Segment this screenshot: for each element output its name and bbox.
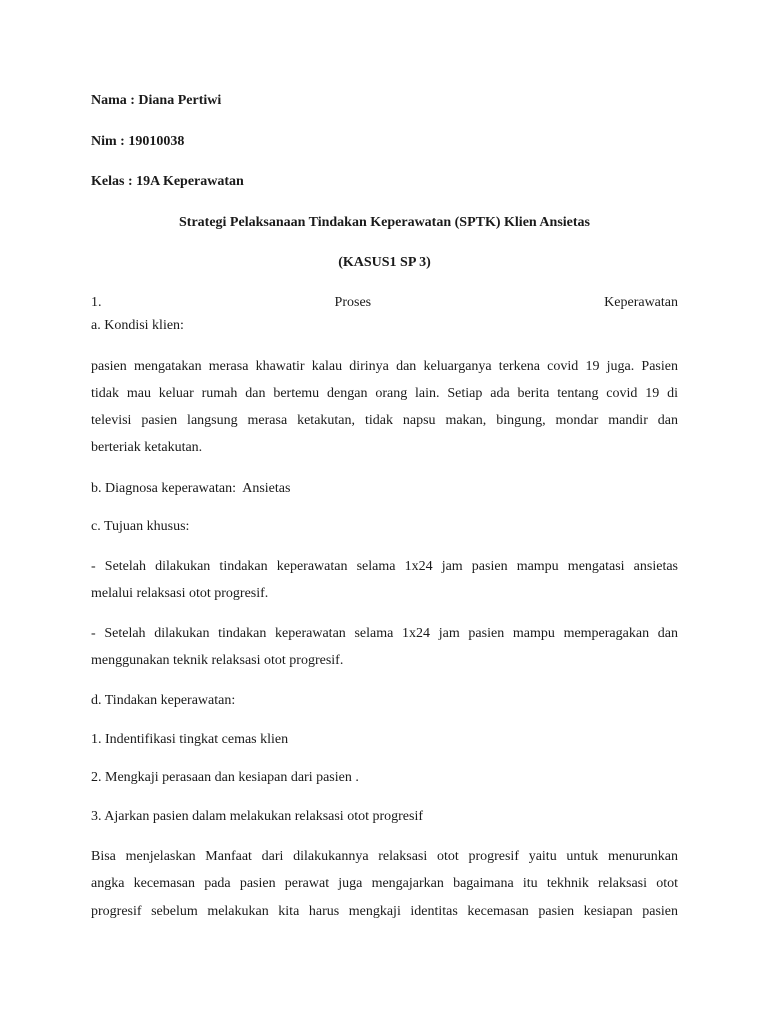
document-subtitle: (KASUS1 SP 3) [338, 255, 431, 270]
paragraph-line: tidak mau keluar rumah dan bertemu dengan orang lain. Setiap ada berita tentang covid 19 di [91, 386, 678, 401]
section-word: Keperawatan [604, 295, 678, 310]
list-item: 2. Mengkaji perasaan dan kesiapan dari pasien . [91, 770, 359, 785]
section-heading [91, 294, 678, 312]
paragraph-line: melalui relaksasi otot progresif. [91, 586, 269, 601]
paragraph-line: - Setelah dilakukan tindakan keperawatan selama 1x24 jam pasien mampu memperagakan dan [91, 626, 678, 641]
section-number: 1. [91, 295, 102, 310]
paragraph-line: angka kecemasan pada pasien perawat juga mengajarkan bagaimana itu tekhnik relaksasi otot [91, 876, 678, 891]
paragraph-line: Bisa menjelaskan Manfaat dari dilakukannya relaksasi otot progresif yaitu untuk menurunkan [91, 849, 678, 864]
paragraph-line: televisi pasien langsung merasa ketakutan, tidak napsu makan, bingung, mondar mandir dan [91, 413, 678, 428]
section-word: Proses [334, 295, 372, 310]
paragraph-line: progresif sebelum melakukan kita harus mengkaji identitas kecemasan pasien kesiapan pasien [91, 904, 678, 919]
tindakan-label: d. Tindakan keperawatan: [91, 693, 236, 708]
list-item: 1. Indentifikasi tingkat cemas klien [91, 732, 289, 747]
paragraph-line: berteriak ketakutan. [91, 440, 203, 455]
student-name: Nama : Diana Pertiwi [91, 93, 222, 108]
paragraph-line: - Setelah dilakukan tindakan keperawatan selama 1x24 jam pasien mampu mengatasi ansietas [91, 559, 678, 574]
paragraph-line: pasien mengatakan merasa khawatir kalau dirinya dan keluarganya terkena covid 19 juga. Pasien [91, 359, 678, 374]
student-class: Kelas : 19A Keperawatan [91, 174, 244, 189]
paragraph-line: menggunakan teknik relaksasi otot progresif. [91, 653, 344, 668]
diagnosa: b. Diagnosa keperawatan: Ansietas [91, 481, 291, 496]
student-nim: Nim : 19010038 [91, 134, 185, 149]
tujuan-label: c. Tujuan khusus: [91, 519, 190, 534]
document-title: Strategi Pelaksanaan Tindakan Keperawatan (SPTK) Klien Ansietas [179, 215, 590, 230]
kondisi-label: a. Kondisi klien: [91, 318, 184, 333]
list-item: 3. Ajarkan pasien dalam melakukan relaksasi otot progresif [91, 809, 424, 824]
